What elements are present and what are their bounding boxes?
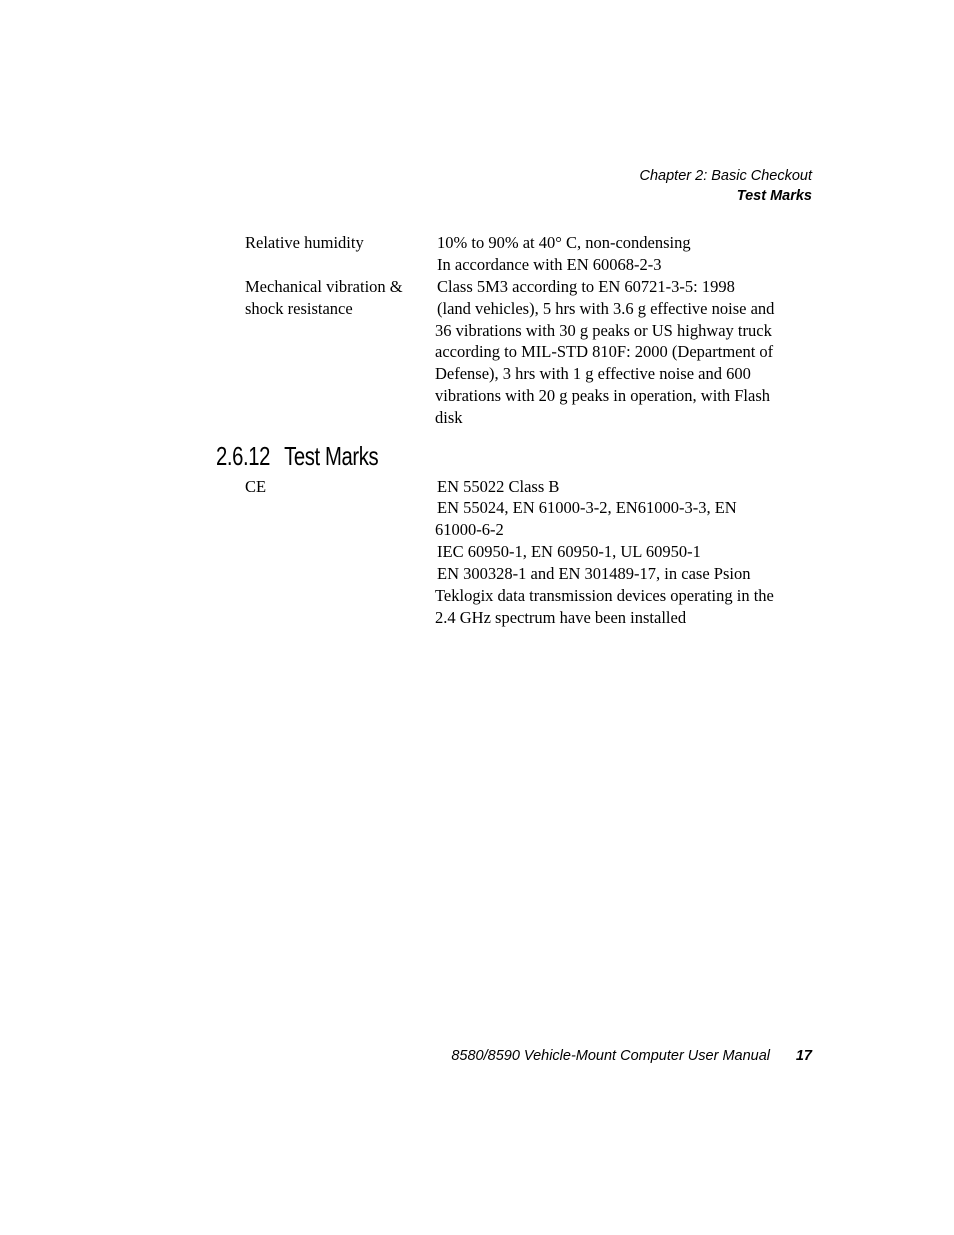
- test-mark-value-line: 61000-6-2: [435, 520, 504, 539]
- spec-label-mechanical-vibration: Mechanical vibration &: [245, 277, 403, 296]
- page-number: 17: [795, 1048, 812, 1064]
- spec-value-line: vibrations with 20 g peaks in operation, with Flash: [435, 386, 771, 405]
- footer-manual-title: 8580/8590 Vehicle-Mount Computer User Manual: [451, 1048, 770, 1064]
- test-mark-value-line: IEC 60950-1, EN 60950-1, UL 60950-1: [437, 542, 701, 561]
- spec-value-line: according to MIL-STD 810F: 2000 (Department of: [435, 342, 774, 361]
- test-mark-value-line: Teklogix data transmission devices operating in the: [435, 586, 774, 605]
- running-header-section: Test Marks: [736, 188, 812, 204]
- section-number: 2.6.12: [216, 441, 271, 471]
- spec-value-line: disk: [435, 408, 463, 427]
- section-heading: [216, 438, 378, 474]
- spec-value-line: 10% to 90% at 40° C, non-condensing: [437, 233, 691, 252]
- running-header-chapter: Chapter 2: Basic Checkout: [639, 168, 812, 184]
- spec-value-line: (land vehicles), 5 hrs with 3.6 g effective noise and: [437, 299, 775, 318]
- test-mark-value-line: 2.4 GHz spectrum have been installed: [435, 608, 687, 627]
- test-mark-label-ce: CE: [245, 477, 267, 496]
- test-mark-value-line: EN 55022 Class B: [437, 477, 560, 496]
- section-title: Test Marks: [284, 441, 379, 471]
- test-mark-value-line: EN 300328-1 and EN 301489-17, in case Psion: [437, 564, 751, 583]
- spec-value-line: Defense), 3 hrs with 1 g effective noise and 600: [435, 364, 751, 383]
- spec-value-line: Class 5M3 according to EN 60721-3-5: 1998: [437, 277, 735, 296]
- spec-value-line: In accordance with EN 60068-2-3: [437, 255, 662, 274]
- test-mark-value-line: EN 55024, EN 61000-3-2, EN61000-3-3, EN: [437, 498, 737, 517]
- spec-value-line: 36 vibrations with 30 g peaks or US highway truck: [435, 321, 772, 340]
- spec-label-relative-humidity: Relative humidity: [245, 233, 364, 252]
- spec-label-shock-resistance: shock resistance: [245, 299, 353, 318]
